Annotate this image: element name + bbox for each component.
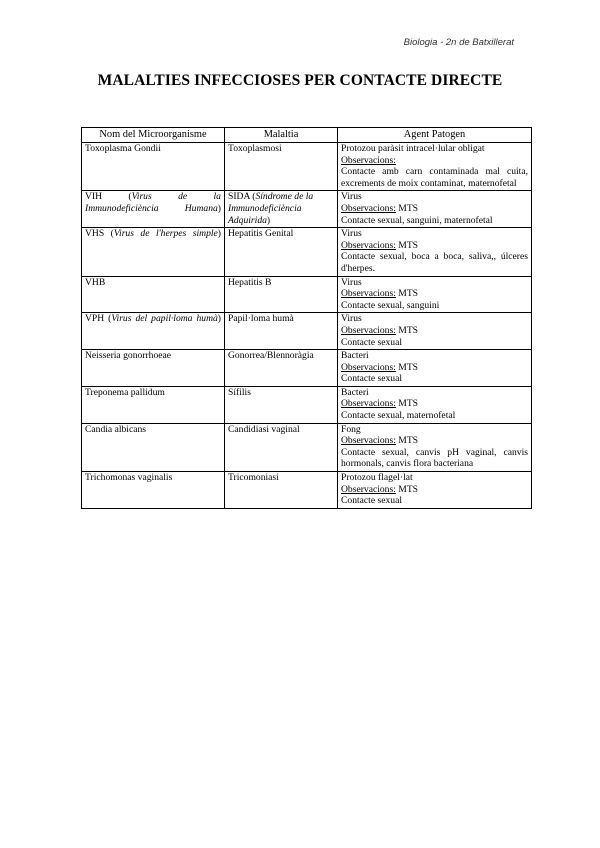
header-disease: Malaltia	[225, 128, 338, 143]
transmission-notes: Contacte sexual	[341, 373, 403, 385]
disease-cell-text: Sífilis	[228, 386, 251, 398]
agent-type: Bacteri	[341, 386, 369, 398]
table-header-row	[82, 128, 532, 143]
disease-cell	[225, 191, 338, 228]
observations-line	[341, 203, 528, 215]
disease-cell-text: Candidiasi vaginal	[228, 423, 300, 435]
transmission-notes: Contacte sexual, sanguini	[341, 299, 440, 311]
agent-type: Virus	[341, 313, 362, 325]
observations-label: Observacions:	[341, 435, 396, 447]
observations-line	[341, 362, 528, 374]
observations-label: Observacions:	[341, 154, 396, 166]
disease-cell-text: SIDA (	[228, 191, 256, 203]
microorganism-cell-italic-text: Virus del papil·loma humà	[111, 313, 218, 325]
disease-cell-text-end: )	[266, 214, 271, 226]
observations-label: Observacions:	[341, 361, 396, 373]
disease-cell	[225, 143, 338, 191]
microorganism-cell-text: VPH (	[85, 313, 112, 325]
table-row	[82, 423, 532, 471]
header-note: Biologia - 2n de Batxillerat	[403, 37, 514, 48]
microorganism-cell-text: VIH (	[85, 191, 132, 203]
table-row	[82, 472, 532, 509]
agent-cell	[338, 350, 532, 387]
observations-label: Observacions:	[341, 239, 396, 251]
disease-cell	[225, 276, 338, 313]
microorganism-cell-text: Toxoplasma Gondii	[85, 143, 161, 154]
observations-value: MTS	[395, 239, 419, 251]
microorganism-cell-italic-text: Virus de la Immunodeficiència Humana	[85, 191, 221, 214]
microorganism-cell	[82, 386, 225, 423]
agent-type: Bacteri	[341, 350, 369, 362]
agent-cell	[338, 228, 532, 276]
transmission-notes: Contacte sexual, maternofetal	[341, 410, 456, 422]
disease-cell-text: Hepatitis B	[228, 276, 272, 288]
observations-value: MTS	[395, 361, 419, 373]
page-title: MALALTIES INFECCIOSES PER CONTACTE DIRECTE	[97, 72, 503, 89]
observations-label: Observacions:	[341, 288, 396, 300]
microorganism-cell-text: Candia albicans	[85, 423, 147, 435]
disease-cell-text: Toxoplasmosi	[228, 143, 282, 154]
transmission-notes: Contacte sexual, sanguini, maternofetal	[341, 214, 493, 226]
microorganism-cell-text-end: )	[217, 202, 221, 214]
transmission-notes: Contacte sexual	[341, 495, 403, 507]
table-row	[82, 313, 532, 350]
observations-line	[341, 288, 528, 300]
disease-cell	[225, 386, 338, 423]
agent-cell	[338, 423, 532, 471]
observations-label: Observacions:	[341, 398, 396, 410]
table-row	[82, 350, 532, 387]
observations-line	[341, 435, 528, 447]
disease-cell-italic-text: Síndrome de la Immunodeficiència Adquirida	[228, 191, 314, 226]
microorganism-cell	[82, 276, 225, 313]
agent-type: Virus	[341, 276, 362, 288]
observations-value: MTS	[395, 202, 419, 214]
observations-line	[341, 484, 528, 496]
table-row	[82, 276, 532, 313]
microorganism-cell	[82, 423, 225, 471]
transmission-notes: Contacte sexual, boca a boca, saliva,, úlceres d'herpes.	[341, 251, 528, 274]
agent-type: Virus	[341, 191, 362, 203]
header-agent: Agent Patogen	[338, 128, 532, 143]
table-row	[82, 228, 532, 276]
disease-cell-text: Hepatitis Genital	[228, 228, 294, 240]
disease-cell	[225, 423, 338, 471]
disease-cell-text: Gonorrea/Blennoràgia	[228, 350, 314, 362]
disease-cell	[225, 350, 338, 387]
observations-label: Observacions:	[341, 202, 396, 214]
microorganism-cell-text-end: )	[217, 313, 221, 325]
disease-cell	[225, 313, 338, 350]
microorganism-cell-text: VHS (	[85, 228, 114, 240]
disease-cell-text: Papil·loma humà	[228, 313, 294, 325]
agent-type: Protozou flagel·lat	[341, 472, 413, 484]
observations-line	[341, 155, 528, 167]
observations-label: Observacions:	[341, 483, 396, 495]
microorganism-cell-text-end: )	[217, 228, 221, 240]
observations-line	[341, 398, 528, 410]
observations-value: MTS	[395, 483, 419, 495]
microorganism-cell	[82, 228, 225, 276]
disease-cell	[225, 228, 338, 276]
microorganism-cell-text: Trichomonas vaginalis	[85, 472, 173, 484]
microorganism-cell-text: Neisseria gonorrhoeae	[85, 350, 172, 362]
table-row	[82, 386, 532, 423]
agent-cell	[338, 386, 532, 423]
microorganism-cell-text: Treponema pallidum	[85, 386, 165, 398]
microorganism-cell	[82, 313, 225, 350]
agent-cell	[338, 276, 532, 313]
diseases-table	[81, 127, 532, 509]
agent-cell	[338, 472, 532, 509]
microorganism-cell	[82, 191, 225, 228]
transmission-notes: Contacte sexual	[341, 336, 403, 348]
header-microorganism: Nom del Microorganisme	[82, 128, 225, 143]
observations-value: MTS	[395, 398, 419, 410]
observations-label: Observacions:	[341, 324, 396, 336]
observations-line	[341, 240, 528, 252]
table-body	[82, 143, 532, 509]
observations-value: MTS	[395, 435, 419, 447]
observations-value: MTS	[395, 288, 419, 300]
disease-cell-text: Tricomoniasi	[228, 472, 279, 484]
agent-cell	[338, 191, 532, 228]
microorganism-cell	[82, 143, 225, 191]
observations-value: MTS	[395, 324, 419, 336]
agent-type: Protozou paràsit intracel·lular obligat	[341, 143, 485, 154]
observations-line	[341, 325, 528, 337]
table-row	[82, 143, 532, 191]
microorganism-cell-italic-text: Virus de l'herpes simple	[113, 228, 218, 240]
agent-cell	[338, 143, 532, 191]
table-row	[82, 191, 532, 228]
transmission-notes: Contacte sexual, canvis pH vaginal, canvis hormonals, canvis flora bacteriana	[341, 446, 528, 470]
agent-type: Virus	[341, 228, 362, 240]
transmission-notes: Contacte amb carn contaminada mal cuita, excrements de moix contaminat, maternofetal	[341, 166, 528, 189]
microorganism-cell-text: VHB	[85, 276, 106, 288]
agent-type: Fong	[341, 423, 361, 435]
microorganism-cell	[82, 350, 225, 387]
microorganism-cell	[82, 472, 225, 509]
disease-cell	[225, 472, 338, 509]
agent-cell	[338, 313, 532, 350]
